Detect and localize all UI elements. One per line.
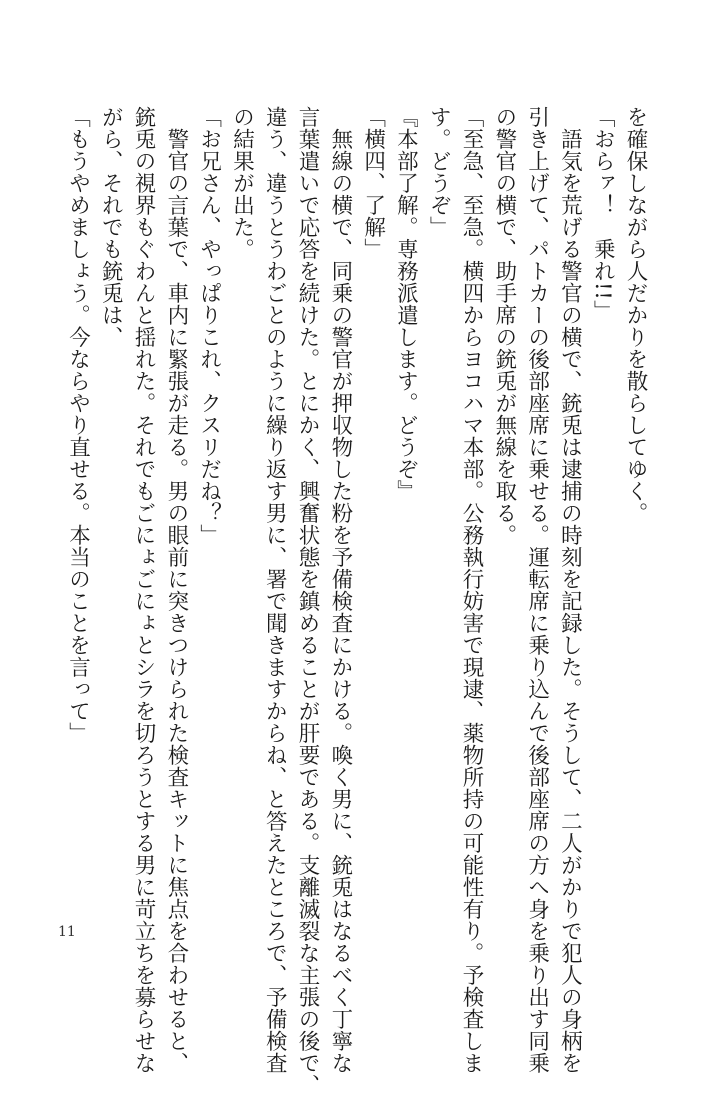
text-line: 無線の横で、同乗の警官が押収物した粉を予備検査にかける。喚く男に、銃兎はなるべく丁寧な (327, 106, 353, 1074)
text-line: 「至急、至急。横四からヨコハマ本部。公務執行妨害で現逮、薬物所持の可能性有り。予検査しま (459, 106, 485, 1074)
text-line: の警官の横で、助手席の銃兎が無線を取る。 (491, 106, 517, 546)
text-line: を確保しながら人だかりを散らしてゆく。 (623, 106, 648, 524)
text-line: 引き上げて、パトカーの後部座席に乗せる。運転席に乗り込んで後部座席の方へ身を乗り出す同乗 (524, 106, 550, 1074)
text-line: 「横四、了解」 (360, 106, 386, 260)
text-line: 「もうやめましょう。今ならやり直せる。本当のことを言って」 (65, 106, 91, 744)
text-line: 警官の言葉で、車内に緊張が走る。男の眼前に突きつけられた検査キットに焦点を合わせると、 (163, 106, 189, 1074)
text-line: 語気を荒げる警官の横で、銃兎は逮捕の時刻を記録した。そうして、二人がかりで犯人の身柄を (557, 106, 583, 1074)
text-line: の結果が出た。 (229, 106, 255, 260)
text-line: 違う、違うとうわごとのように繰り返す男に、署で聞きますからね、と答えたところで、予備検査 (262, 106, 288, 1074)
text-line: がら、それでも銃兎は、 (98, 106, 124, 348)
text-line: す。どうぞ」 (426, 106, 452, 238)
page-number: 11 (58, 924, 76, 940)
text-line: 言葉遣いで応答を続けた。とにかく、興奮状態を鎮めることが肝要である。支離滅裂な主張の後で、 (295, 106, 321, 1096)
text-line: 「お兄さん、やっぱりこれ、クスリだね？」 (196, 106, 222, 546)
text-line: 「おらァ！ 乗れ!!」 (590, 106, 616, 323)
vertical-text-body (61, 106, 651, 1096)
text-line: 『本部了解。専務派遣します。どうぞ』 (393, 106, 419, 502)
text-line: 銃兎の視界もぐわんと揺れた。それでもごにょごにょとシラを切ろうとする男に苛立ちを募らせな (131, 106, 157, 1074)
